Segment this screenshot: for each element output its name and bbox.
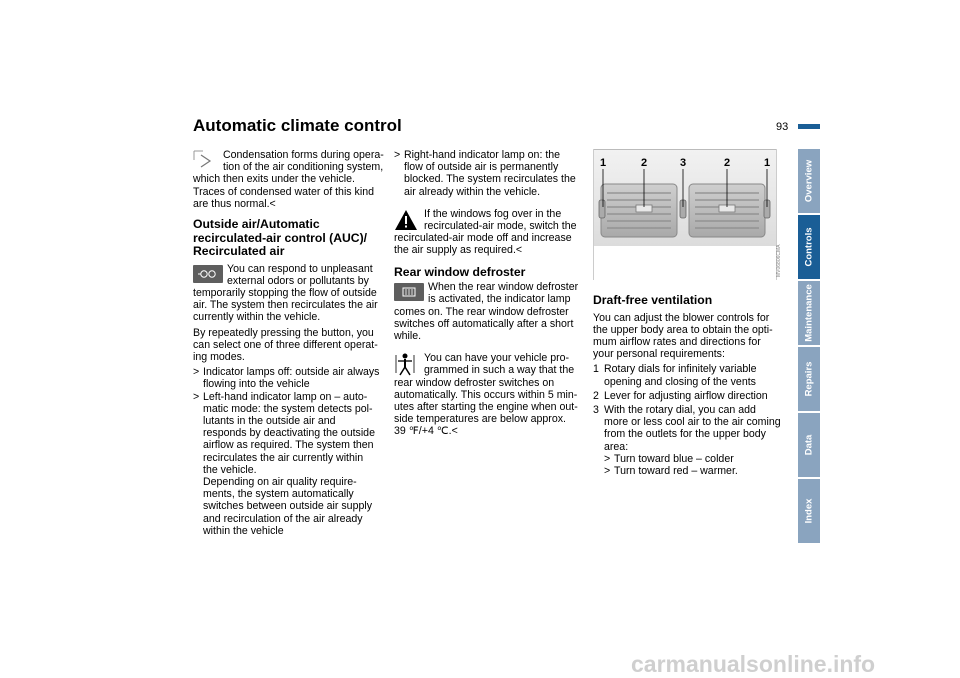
bullet-marker: > [394,149,401,161]
note-line: Traces of condensed water of this kind [193,185,374,198]
callout-2-left: 2 [640,157,648,169]
section-heading-auc: Outside air/Automatic recirculated-air control (AUC)/ Recirculated air [193,217,368,259]
tab-data[interactable]: Data [798,413,820,477]
defroster-paragraph: When the rear window defroster is activated, the indicator lamp comes on. The rear window defroster switches off automatically after a short while. [394,281,579,342]
watermark: carmanualsonline.info [631,651,876,677]
page-number: 93 [776,121,789,133]
tab-maintenance[interactable]: Maintenance [798,281,820,345]
column-2 [394,149,586,438]
modes-paragraph: By repeatedly pressing the button, you can select one of three different operat- ing modes. [193,326,378,363]
numbered-item: 3 With the rotary dial, you can add more or less cool air to the air coming from the outlets for the upper body area: [593,403,781,453]
bullet-marker: > [193,366,200,379]
tab-repairs[interactable]: Repairs [798,347,820,411]
callout-2-right: 2 [723,157,731,169]
eco-note: You can have your vehicle pro- grammed in such a way that the rear window defroster switches on automatically. This occurs within 5 min- utes after starting the engine when out- side temperatures are below approx. 39 ℉/+4 ℃.< [394,352,578,438]
fog-warning: If the windows fog over in the recirculated-air mode, switch the recirculated-air mode off and increase the air supply as required.< [394,207,577,257]
figure-code: MV06806CMA [776,244,782,277]
column-3 [593,294,785,477]
warning-triangle-icon [394,209,418,231]
list-item: > Left-hand indicator lamp on – auto- matic mode: the system detects pol- lutants in the outside air and responds by deactivating the outside airflow as required. The system then recirculates the air currently within the vehicle. Depending on air quality require- ments, the system automatically switches between outside air supply and recirculation of the air already within the vehicle [193,390,375,537]
note-arrow-icon [193,150,217,172]
vent-figure [593,149,783,280]
numbered-item: 1 Rotary dials for infinitely variable opening and closing of the vents [593,363,757,388]
vent-illustration [593,149,783,280]
page-accent-bar [798,124,820,129]
callout-1-right: 1 [763,157,771,169]
column-1 [193,149,385,537]
page-title: Automatic climate control [193,116,402,135]
note-line: tion of the air conditioning system, [223,161,384,174]
condensation-note [193,149,385,210]
tab-overview[interactable]: Overview [798,149,820,213]
bullet-marker: > [193,390,200,403]
auc-paragraph: You can respond to unpleasant external odors or pollutants by temporarily stopping the flow of outside air. The system then recirculates the air currently within the vehicle. [193,262,378,324]
rear-defroster-button-icon [394,283,424,301]
tab-index[interactable]: Index [798,479,820,543]
recirculation-button-icon [193,265,223,283]
list-item: > Indicator lamps off: outside air always flowing into the vehicle [193,366,380,391]
callout-3: 3 [679,157,687,169]
list-item: > Right-hand indicator lamp on: the flow of outside air is permanently blocked. The system recirculates the air already within the vehicle. [394,149,576,198]
note-line: which then exits under the vehicle. [193,173,355,186]
callout-1-left: 1 [599,157,607,169]
sub-item: > Turn toward red – warmer. [604,464,738,477]
note-line: are thus normal.< [193,197,276,210]
sub-item: > Turn toward blue – colder [604,452,734,465]
numbered-item: 2 Lever for adjusting airflow direction [593,389,768,402]
draft-free-intro: You can adjust the blower controls for the upper body area to obtain the opti- mum airflow rates and directions for your personal requirements: [593,311,773,361]
note-line: Condensation forms during opera- [223,149,384,161]
section-tabs [798,149,820,545]
section-heading-draft-free: Draft-free ventilation [593,293,713,307]
person-vehicle-programming-icon [394,352,416,376]
tab-controls[interactable]: Controls [798,215,820,279]
section-heading-defroster: Rear window defroster [394,264,526,279]
